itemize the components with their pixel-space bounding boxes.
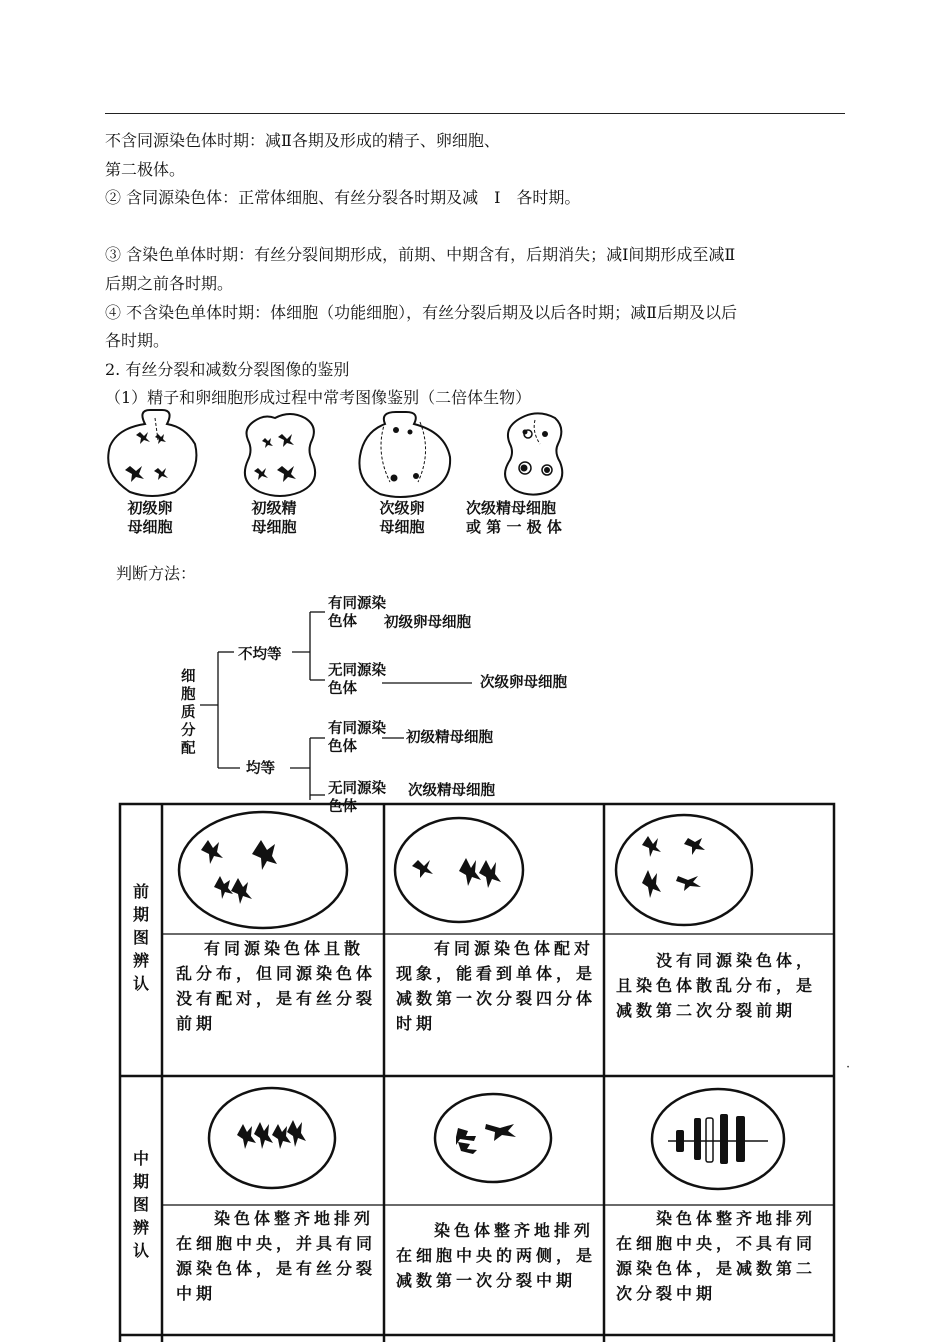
decision-tree (170, 590, 620, 815)
cell-primary-oocyte (108, 410, 196, 496)
tree-primary-oocyte: 初级卵母细胞 (384, 615, 471, 631)
paragraph-1: 不含同源染色体时期：减Ⅱ各期及形成的精子、卵细胞、 (105, 131, 500, 150)
row-label-prophase: 前期图辨认 (132, 882, 149, 993)
header-rule (105, 113, 845, 114)
prophase-mitosis-text: 有同源染色体且散乱分布，但同源染色体没有配对，是有丝分裂前期 (176, 939, 377, 1033)
metaphase-meiosis1-text: 染色体整齐地排列在细胞中央的两侧，是减数第一次分裂中期 (396, 1221, 597, 1290)
tree-root-label: 细胞质分配 (181, 669, 196, 757)
caption-line: 次级精母细胞 (466, 499, 557, 517)
paragraph-5: 后期之前各时期。 (105, 274, 234, 293)
margin-dot: · (846, 1060, 851, 1075)
caption-primary-oocyte (110, 499, 190, 537)
caption-line: 母细胞 (379, 518, 425, 536)
row-label-metaphase: 中期图辨认 (132, 1149, 149, 1260)
tree-has-homolog-1: 有同源染色体 (328, 596, 386, 630)
meiosis-cells-figure (100, 412, 630, 498)
caption-line: 或 第 一 极 体 (466, 518, 562, 536)
paragraph-6: ④ 不含染色单体时期：体细胞（功能细胞），有丝分裂后期及以后各时期；减Ⅱ后期及以后 (105, 303, 737, 322)
paragraph-7: 各时期。 (105, 331, 170, 350)
metaphase-meiosis2-text: 染色体整齐地排列在细胞中央，不具有同源染色体，是减数第二次分裂中期 (616, 1209, 817, 1303)
subsection-heading: （1）精子和卵细胞形成过程中常考图像鉴别（二倍体生物） (105, 388, 532, 407)
caption-secondary-spermatocyte (466, 499, 616, 537)
caption-primary-spermatocyte (234, 499, 314, 537)
tree-secondary-oocyte: 次级卵母细胞 (480, 675, 567, 691)
section-heading: 2. 有丝分裂和减数分裂图像的鉴别 (105, 360, 350, 379)
caption-line: 母细胞 (251, 518, 297, 536)
tree-unequal: 不均等 (238, 647, 282, 663)
paragraph-3: ② 含同源染色体：正常体细胞、有丝分裂各时期及减 Ⅰ 各时期。 (105, 188, 581, 207)
tree-secondary-spermatocyte: 次级精母细胞 (408, 783, 495, 799)
prophase-meiosis2-text: 没有同源染色体，且染色体散乱分布，是减数第二次分裂前期 (616, 951, 817, 1020)
caption-line: 母细胞 (127, 518, 173, 536)
cell-secondary-oocyte (359, 412, 450, 497)
prophase-meiosis1-text: 有同源染色体配对现象，能看到单体，是减数第一次分裂四分体时期 (396, 939, 597, 1033)
tree-no-homolog-2: 无同源染色体 (328, 781, 386, 815)
judge-method-label: 判断方法： (116, 564, 197, 583)
caption-line: 初级精 (251, 499, 297, 517)
caption-secondary-oocyte (362, 499, 442, 537)
metaphase-mitosis-text: 染色体整齐地排列在细胞中央，并具有同源染色体，是有丝分裂中期 (176, 1209, 377, 1303)
mitosis-meiosis-table (118, 802, 836, 1342)
tree-primary-spermatocyte: 初级精母细胞 (406, 730, 493, 746)
cell-primary-spermatocyte (245, 414, 315, 496)
tree-no-homolog-1: 无同源染色体 (328, 663, 386, 697)
paragraph-2: 第二极体。 (105, 160, 186, 179)
paragraph-4: ③ 含染色单体时期：有丝分裂间期形成，前期、中期含有，后期消失；减Ⅰ间期形成至减Ⅱ (105, 245, 736, 264)
cell-secondary-spermatocyte (505, 413, 562, 494)
tree-equal: 均等 (246, 761, 275, 777)
caption-line: 次级卵 (379, 499, 425, 517)
tree-has-homolog-2: 有同源染色体 (328, 721, 386, 755)
caption-line: 初级卵 (127, 499, 173, 517)
